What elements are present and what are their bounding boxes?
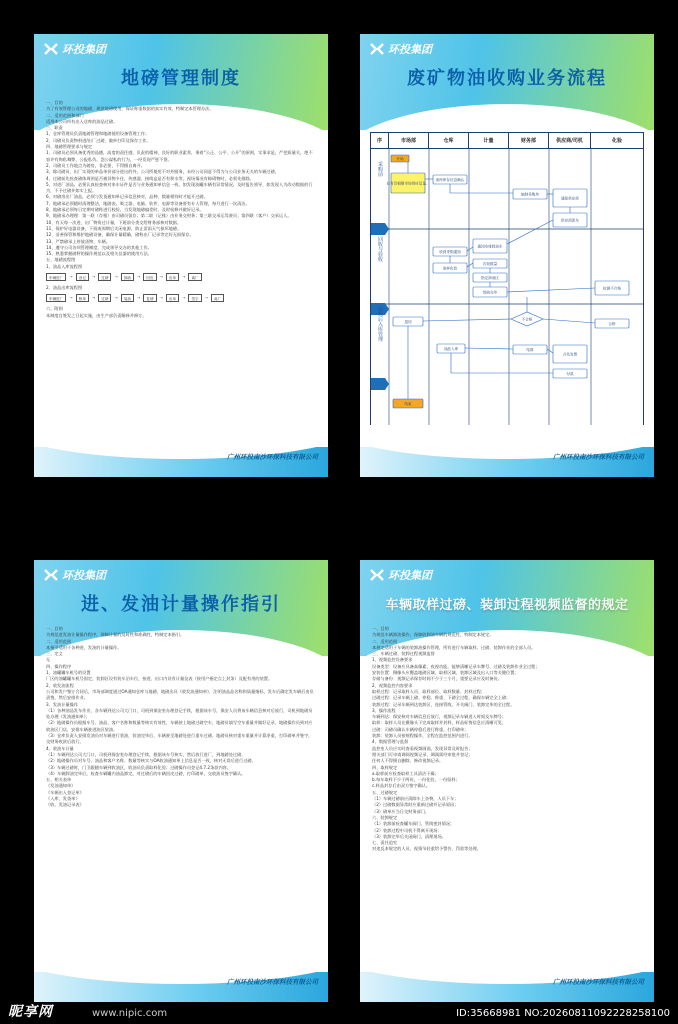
body-paragraph: 公司和发户签订合同后，市场部调度通过OA通知仓库与地磅，地磅出具《收发油通知单》，注明油品品名称和质量指标，发车后确定发车辆后由负责签，然后安排作业。 (46, 688, 314, 701)
body-paragraph: 装卸过程：记录车辆到达装卸区、连接管线、开关阀门、装卸完毕的全过程。 (372, 701, 515, 707)
flowchart-column-header: 序 (371, 133, 389, 148)
body-paragraph: 无 (46, 657, 51, 663)
body-paragraph: 二、适用范围 (372, 638, 398, 644)
body-paragraph: 本规定适用于车辆的装卸油操作管理，所有进行车辆取样、过磅、装卸作业的全部人员。 (372, 644, 536, 650)
flow-step: 离厂 (188, 273, 201, 281)
flow-node-label: 业务员根据市场供应及量、 (386, 181, 430, 186)
arrow-right-icon: → (91, 273, 96, 279)
company-name: 广州环投南沙环保科技有限公司 (553, 978, 644, 986)
arrow-right-icon: → (204, 295, 209, 301)
body-paragraph: 一、目的 (46, 626, 63, 631)
body-paragraph: 四、操作程序 (46, 663, 72, 669)
body-paragraph: 取样过程：记录取样人员、取样部位、取样数量、封样过程； (372, 688, 486, 694)
flowchart-canvas (371, 149, 643, 432)
flow-node-label: 通知供应商 (561, 196, 579, 201)
body-paragraph: （2）地磅操作员根据车号、油品、客户名称和数量等核实有效性，车辆驶上地磅过磅空车，地磅员填写空车重量并做好记录，地磅操作员到对应收油区门店，安排车辆驶进油区装油。 (46, 720, 313, 732)
body-paragraph: （3）仓库负责人安排发油员对车辆进行装油，装油完毕后，车辆驶至地磅处进行重车过磅，地磅员核对重车重量并计算净重，打印磅单并签字，交财务收款后放行。 (46, 733, 313, 745)
flow-node-label: 检测不合格 (603, 286, 621, 291)
flow-node-label: 结算 (526, 348, 534, 353)
watermark-logo: 昵享网 (8, 1004, 53, 1020)
logo-text: 环投集团 (388, 569, 432, 582)
flow-node-label: 付款 (566, 372, 574, 377)
flow-connector (547, 349, 553, 353)
body-paragraph: 任何人不得擅自删除、修改视频记录。 (372, 758, 444, 764)
poster-oil-metering-guide (34, 560, 328, 1002)
arrow-right-icon: → (137, 273, 141, 279)
flow-step: 车辆进厂 (46, 294, 66, 302)
company-name: 广州环投南沙环保科技有限公司 (553, 453, 644, 461)
body-paragraph: 《入库、发货单》 (46, 796, 80, 802)
body-paragraph: 三、定义 (46, 651, 63, 657)
arrow-right-icon: → (137, 295, 141, 301)
arrow-right-icon: → (159, 273, 163, 279)
flow-node-label: 结束 (404, 402, 412, 407)
section-label: 回收与验收 (377, 236, 383, 262)
company-name: 广州环投南沙环保科技有限公司 (227, 453, 318, 461)
flow-step: 车辆进厂 (46, 273, 66, 281)
logo-text: 环投集团 (388, 43, 432, 56)
body-paragraph: 9、地磅承办理理：第一联（存根）由司磅员留存；第二联（记账）由业务交财务；第三联交承运驾驶员；第四联（客户）交承运人。 (46, 213, 292, 219)
body-paragraph: 厂区的油罐罐车机号固定，装卸区设有装车泊车位，按进、出口内设有计量仪表（按用户指定点上封条）及配有用的装置。 (46, 676, 273, 682)
company-logo (370, 567, 432, 583)
body-paragraph: 对违反本规定的人员，视情节轻重给予警告、罚款等处理。 (372, 846, 481, 852)
poster-title: 废矿物油收购业务流程 (407, 68, 607, 89)
poster-weighbridge-rules (34, 34, 328, 477)
flow-node-label: 告知数量 (482, 262, 498, 267)
body-paragraph: 8、地磅承必须每日定期对磅称进行校验，当发现地磅偏差时，及时检修并做好记录。 (46, 207, 204, 213)
body-paragraph: 12、妥善保管和维护地磅设备，确保计量精确，磅称出厂记录等完好无损保存。 (46, 232, 194, 238)
body-paragraph: 为规范车辆卸油操作，保障收卸油车辆的规范性，特制定本规定。 (372, 632, 494, 638)
body-paragraph: （1）车辆过磅前应清除车上杂物，人员下车； (372, 796, 459, 802)
poster-video-supervision-rules (360, 560, 654, 1002)
body-paragraph: 14、遵守公司各项管理制度，完成领导交办的其他工作。 (46, 244, 152, 250)
body-paragraph: 为规范进发油计量操作程序，保障计量的及时性和准确性，特制定本指引。 (46, 632, 185, 638)
body-paragraph: 取样：取样人员在摄像头下完成取样并封样，样品标签信息应清晰可见； (372, 720, 507, 726)
body-paragraph: 2、司磅员负责物料进/出厂过磅，做单打印及保存工作。 (46, 137, 151, 143)
poster-footer (34, 972, 328, 1002)
flow-node-label: 退回 (404, 320, 412, 325)
flow-step: 过磅 (98, 294, 111, 302)
body-paragraph: （1）各种油品发车作业，各车辆到达公司大门口，司机到保安室办理登记手续，根据该车号，保安人员将该车辆信息核对后放行，司机到地磅员处办理《发油通知单》； (46, 707, 313, 720)
body-paragraph: 四、地磅管理要求与规定 (46, 144, 93, 150)
flow-connector (543, 319, 595, 323)
arrow-right-icon: → (114, 273, 118, 279)
body-paragraph: （2）过磅数据异常时应重新过磅并记录原因； (372, 802, 459, 808)
body-paragraph: 1、油罐罐车机号的设置 (46, 670, 91, 676)
flow-step: 出单 (166, 294, 179, 302)
body-paragraph: （3）车辆过磅时，门卫跟随车辆到收油区，收油员负责取样化验；过磅操作员登记4.7.2条款内容。 (46, 764, 232, 770)
flow-node-label: 油库库存信息确认 (435, 178, 465, 183)
flow-connector (467, 247, 473, 251)
body-paragraph: 适用本公司所有出入仓库的油品过磅。 (46, 118, 118, 124)
body-paragraph: 本指引适用于各种进、发油的计量操作。 (46, 644, 122, 650)
body-paragraph: 七、责任追究 (372, 840, 398, 846)
body-paragraph: 10、有天每一次进、出厂物资过计量，下班前分类交给财务部核对数据。 (46, 219, 182, 225)
flow-node-label: 编制采购单 (521, 192, 539, 197)
poster-body (46, 100, 316, 447)
flow-step: 复磅 (143, 294, 156, 302)
body-paragraph: 一、目的 (372, 626, 389, 631)
section-arrow-icon (371, 378, 389, 390)
body-paragraph: 为了有效管理公司的地磅，规范地磅使用，保证称重数据的真实有效，特制定本管理办法。 (46, 106, 214, 112)
flow-node-label: 取样化验 (442, 266, 458, 271)
body-paragraph: 安装位置：摄像头应覆盖地磅区域、取样区域、装卸区域及出入口等关键位置； (372, 670, 519, 676)
logo-mark-icon (370, 42, 384, 56)
flow-node-label: 油品入库 (443, 347, 459, 352)
poster-title: 地磅管理制度 (121, 68, 241, 89)
body-paragraph: 2、油品出库流程图 (46, 285, 83, 291)
body-paragraph: 本制度自签发之日起实施，由生产部负责解释并修订。 (46, 312, 147, 318)
poster-header (360, 34, 654, 130)
flowchart-column-header: 仓库 (429, 133, 469, 148)
flowchart (370, 132, 644, 433)
flow-step: 离厂 (211, 294, 224, 302)
arrow-right-icon: → (69, 295, 73, 301)
flow-step: 装油 (121, 294, 134, 302)
body-paragraph: 6、对磅房出厂油品，必须与发货通知单记录信息核对，品种、数量相符时才能开过磅。 (46, 194, 208, 200)
poster-footer (34, 447, 328, 477)
body-paragraph: 1、司磅员必须具备优秀的品德，高度的责任感，负责的精神，良好的职业素养，秉着“公正、公平、公开”的原则，实事求是，严把质量关，绝不容许有徇私舞弊、公报私仇、怨公谋私的行为，一经发现严惩不贷。 (46, 150, 313, 162)
flow-step: 核单 (76, 294, 89, 302)
arrow-right-icon: → (159, 295, 163, 301)
flow-node-label: 合格 (608, 322, 616, 327)
poster-footer (360, 447, 654, 477)
flow-node-label: 卸油完毕 (482, 290, 498, 295)
logo-mark-icon (370, 568, 384, 582)
body-paragraph: 六、附则 (46, 306, 63, 312)
mini-flow-diagram (46, 294, 316, 302)
logo-text: 环投集团 (62, 569, 106, 582)
section-label: 采购前 (377, 161, 383, 177)
flow-connector (465, 348, 513, 349)
flow-node-label: 开始 (396, 157, 404, 162)
flowchart-column-header: 计量 (469, 133, 509, 148)
body-paragraph: 15、熟悉掌握磅秤的操作规范以及相关仪器的使用方法。 (46, 251, 152, 257)
body-paragraph: 1、仓库管理员负责地磅管理和地磅使用设备管理工作； (46, 131, 150, 137)
flowchart-column-header: 财务部 (509, 133, 549, 148)
body-paragraph: 4、过磅前先检查磅体周围是否被异物卡住，传感器、接线盒是否有积水等，视场情况有障碍物时，必须先排除。 (46, 175, 254, 181)
body-paragraph: 车辆到达：保安核对车辆信息后放行，视频记录车辆进入时间及车牌号； (372, 714, 507, 720)
body-paragraph: c.样品封存后由双方签字确认。 (372, 783, 431, 789)
body-paragraph: 《车辆出入登记单》 (46, 789, 84, 795)
body-paragraph: 1、油品入库流程图 (46, 263, 83, 269)
body-paragraph: 2、司磅员工作地点为磅房，非必要，不得擅自离开。 (46, 162, 145, 168)
body-paragraph: 设备类型：设备应具备高像素、夜视功能，能够清晰记录车牌号、过磅及装卸作业全过程； (372, 663, 540, 669)
flow-connector (467, 263, 473, 267)
flow-node-label: 收到采购通知 (439, 250, 461, 255)
body-paragraph: 《收、发油记录表》 (46, 802, 84, 808)
mini-flow-diagram (46, 273, 316, 281)
body-paragraph: 2、视频监控内容要求 (372, 682, 413, 688)
flow-connector (507, 220, 553, 244)
arrow-right-icon: → (114, 295, 118, 301)
company-logo (44, 41, 106, 57)
body-paragraph: 3、发油计量操作 (46, 701, 78, 707)
poster-waste-oil-flow (360, 34, 654, 477)
body-paragraph: 4、收油车计量 (46, 745, 74, 751)
section-arrow-icon (371, 223, 389, 235)
body-paragraph: 3、操作流程 (372, 707, 396, 713)
body-paragraph: 13、严禁磅承上停放货物、车辆。 (46, 238, 110, 244)
watermark-id: ID:35668981 NO:20260811092228258100 (456, 1008, 670, 1019)
body-paragraph: 六、装卸规定 (372, 814, 398, 820)
flow-step: 出单 (166, 273, 179, 281)
poster-title: 车辆取样过磅、装卸过程视频监督的规定 (385, 598, 629, 613)
body-paragraph: 过磅：司磅员确认车辆停稳后进行称重，打印磅单； (372, 726, 469, 732)
body-paragraph: 5、对进厂油品，必须认真检查核对来车证件是否与业务通知单信息一致，如发现油罐车辆有异常情况，及时报告领导，如发现人为改动数据的行为，不予过磅并如实上报。 (46, 181, 313, 194)
decision-label: 不合格 (521, 317, 533, 322)
flow-step: 卸油 (121, 273, 134, 281)
body-paragraph: 二、适用范围 (46, 638, 72, 644)
body-paragraph: 存储与备份：视频记录保存时间不少于三个月，重要记录应及时备份。 (372, 676, 502, 682)
body-paragraph: 过磅过程：记录车辆上磅、停稳、称重、下磅全过程，确保车辆完全上磅； (372, 695, 511, 701)
flowchart-column-header: 供应商/司机 (549, 133, 591, 148)
poster-footer (360, 972, 654, 1002)
flow-connector (507, 288, 595, 292)
poster-body (372, 626, 642, 972)
flowchart-column-header: 市场部 (389, 133, 429, 148)
body-paragraph: 三、车辆过磅、装卸过程视频监督 (372, 651, 435, 657)
flow-step: 签字 (188, 294, 201, 302)
body-paragraph: 装卸：装卸人员按规程操作，全程在监控范围内进行。 (372, 733, 473, 739)
arrow-right-icon: → (182, 295, 186, 301)
body-paragraph: 四、取样规定 (372, 764, 398, 770)
flow-node-label: 开具发票 (562, 352, 578, 357)
body-paragraph: （4）车辆卸油完毕后，检查车辆罐内油品卸完，对过磅后的车辆回皮过磅，打印磅单，交收油员签字确认。 (46, 770, 246, 776)
body-paragraph: 一、目的 (46, 100, 63, 105)
company-name: 广州环投南沙环保科技有限公司 (227, 978, 318, 986)
logo-mark-icon (44, 568, 58, 582)
flowchart-header (371, 133, 643, 149)
body-paragraph: 五、地磅流程图 (46, 257, 76, 263)
body-paragraph: （3）装卸完毕后关闭阀门，清理现场。 (372, 833, 446, 839)
company-logo (370, 41, 432, 57)
body-paragraph: 监控室人员应实时查看视频画面，发现异常及时报告； (372, 745, 473, 751)
body-paragraph: 三、职责 (46, 125, 63, 131)
body-paragraph: 二、适用范围和部门 (46, 112, 84, 118)
arrow-right-icon: → (91, 295, 96, 301)
body-paragraph: 7、地磅承必须随时清理整洁，地磅表、吸尘器、电脑、软件、电源等设备要有专人管理，每月进行一次清洁。 (46, 200, 250, 206)
flow-node-label: 通知安排卸油车 (477, 244, 503, 249)
body-paragraph: 1、视频监控设备要求 (372, 657, 413, 663)
body-paragraph: b.每车取样不少于两份，一份化验，一份留样； (372, 777, 460, 783)
watermark-bar (0, 1002, 678, 1024)
flow-step: 回皮 (143, 273, 156, 281)
body-paragraph: 11、保护好电器设备，下班或周期后关闭电源，防止雷雨天气损坏地磅。 (46, 225, 182, 231)
body-paragraph: 五、过磅规定 (372, 789, 398, 795)
body-paragraph: 相关部门可申请调阅视频记录，调阅需经审批并登记； (372, 751, 473, 757)
flow-node-label: 指定卸油区 (481, 276, 499, 281)
section-label: 收购后入库管理 (377, 306, 383, 342)
flow-step: 过磅 (98, 273, 111, 281)
logo-mark-icon (44, 42, 58, 56)
body-paragraph: 2、收发油流程 (46, 682, 74, 688)
body-paragraph: 五、相关表单 (46, 777, 72, 783)
flowchart-column-header: 化验 (611, 138, 622, 144)
body-paragraph: （1）装卸前检查罐车阀门、管线密封情况； (372, 821, 455, 827)
body-paragraph: （2）装卸过程中司机不得离开现场； (372, 827, 442, 833)
body-paragraph: （3）磅单应当日交财务部门。 (372, 808, 430, 814)
body-paragraph: a.取样前应检查取样工具清洁干燥； (372, 770, 439, 776)
body-paragraph: 《发油通知单》 (46, 783, 76, 789)
body-paragraph: 4、数据管理与监督 (372, 739, 409, 745)
flow-node-label: 供应商派车 (561, 218, 579, 223)
poster-body (46, 626, 316, 972)
flow-step: 登记 (76, 273, 89, 281)
body-paragraph: （1）车辆到达公司大门口，司机到保安室办理登记手续，根据该车号核实，然后放行进厂，到地磅处过磅。 (46, 751, 246, 757)
body-paragraph: 3、除司磅员、出厂实现的单品单价部分进出的外，公司所使用不对外服务，未经公司同意不得为与公司业务无关的车辆过磅。 (46, 169, 279, 175)
company-logo (44, 567, 106, 583)
watermark-url: www.nipic.com (92, 1008, 168, 1019)
logo-text: 环投集团 (62, 43, 106, 56)
poster-title: 进、发油计量操作指引 (81, 594, 281, 615)
body-paragraph: （2）地磅操作员对车号、油品和客户名称、数量等核实与OA收油通知单上信息是否一致，核对无误后进行过磅。 (46, 758, 256, 764)
arrow-right-icon: → (69, 273, 73, 279)
arrow-right-icon: → (182, 273, 186, 279)
flow-connector (423, 319, 511, 321)
